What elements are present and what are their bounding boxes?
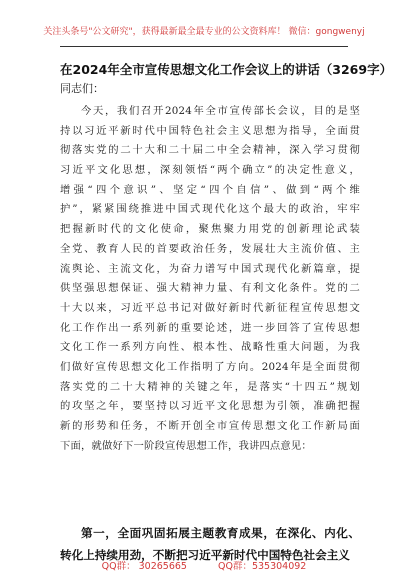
paragraph-line: 增强“四个意识”、坚定“四个自信”、做到“两个维 — [60, 183, 360, 196]
header-divider — [60, 46, 348, 47]
paragraph-line: 护”，紧紧围绕推进中国式现代化这个最大的政治，牢牢 — [60, 203, 360, 216]
paragraph-line: 们做好宣传思想文化工作指明了方向。2024年是全面贯彻 — [60, 360, 360, 373]
paragraph-line: 流舆论、主流文化，为奋力谱写中国式现代化新篇章，提 — [60, 262, 360, 275]
paragraph-line: 习近平文化思想，深刻领悟“两个确立”的决定性意义， — [60, 164, 360, 177]
paragraph-line: 全党、教育人民的首要政治任务，发展壮大主流价值、主 — [60, 242, 360, 255]
paragraph-line: 今天，我们召开2024年全市宣传部长会议，目的是坚 — [81, 105, 360, 117]
paragraph-line: 落实党的二十大精神的关键之年，是落实“十四五”规划 — [60, 380, 360, 393]
paragraph-line: 的攻坚之年，要坚持以习近平文化思想为引领，准确把握 — [60, 400, 360, 413]
paragraph-line: 供坚强思想保证、强大精神力量、有利文化条件。党的二 — [60, 282, 360, 295]
footer-contact — [0, 558, 408, 572]
paragraph-line: 文化工作一系列方向性、根本性、战略性重大问题，为我 — [60, 341, 360, 354]
section-heading-line: 第一，全面巩固拓展主题教育成果，在深化、内化、 — [81, 526, 360, 540]
paragraph-line: 下面，就做好下一阶段宣传思想工作，我讲四点意见： — [60, 439, 312, 452]
paragraph-line: 十大以来，习近平总书记对做好新时代新征程宣传思想文 — [60, 301, 360, 314]
header-promo: 关注头条号"公文研究"，获得最新最全最专业的公文资料库！ 微信：gongwenyj — [43, 27, 365, 37]
paragraph-line: 化工作作出一系列新的重要论述，进一步回答了宣传思想 — [60, 321, 360, 334]
footer-qq-group-2: QQ群：535304092 — [218, 561, 307, 572]
paragraph-line: 把握新时代的文化使命，聚焦聚力用党的创新理论武装 — [60, 223, 360, 236]
salutation: 同志们： — [60, 82, 104, 95]
section-heading-line: 转化上持续用劲，不断把习近平新时代中国特色社会主义 — [60, 548, 350, 562]
paragraph-line: 新的形势和任务，不断开创全市宣传思想文化工作新局面 — [60, 420, 360, 432]
body-paragraph — [60, 102, 360, 456]
paragraph-line: 彻落实党的二十大和二十届二中全会精神，深入学习贯彻 — [60, 144, 360, 157]
document-title: 在2024年全市宣传思想文化工作会议上的讲话（3269字） — [60, 62, 393, 77]
footer-qq-group-1: QQ群： 30265665 — [101, 561, 187, 572]
paragraph-line: 持以习近平新时代中国特色社会主义思想为指导，全面贯 — [60, 124, 360, 137]
